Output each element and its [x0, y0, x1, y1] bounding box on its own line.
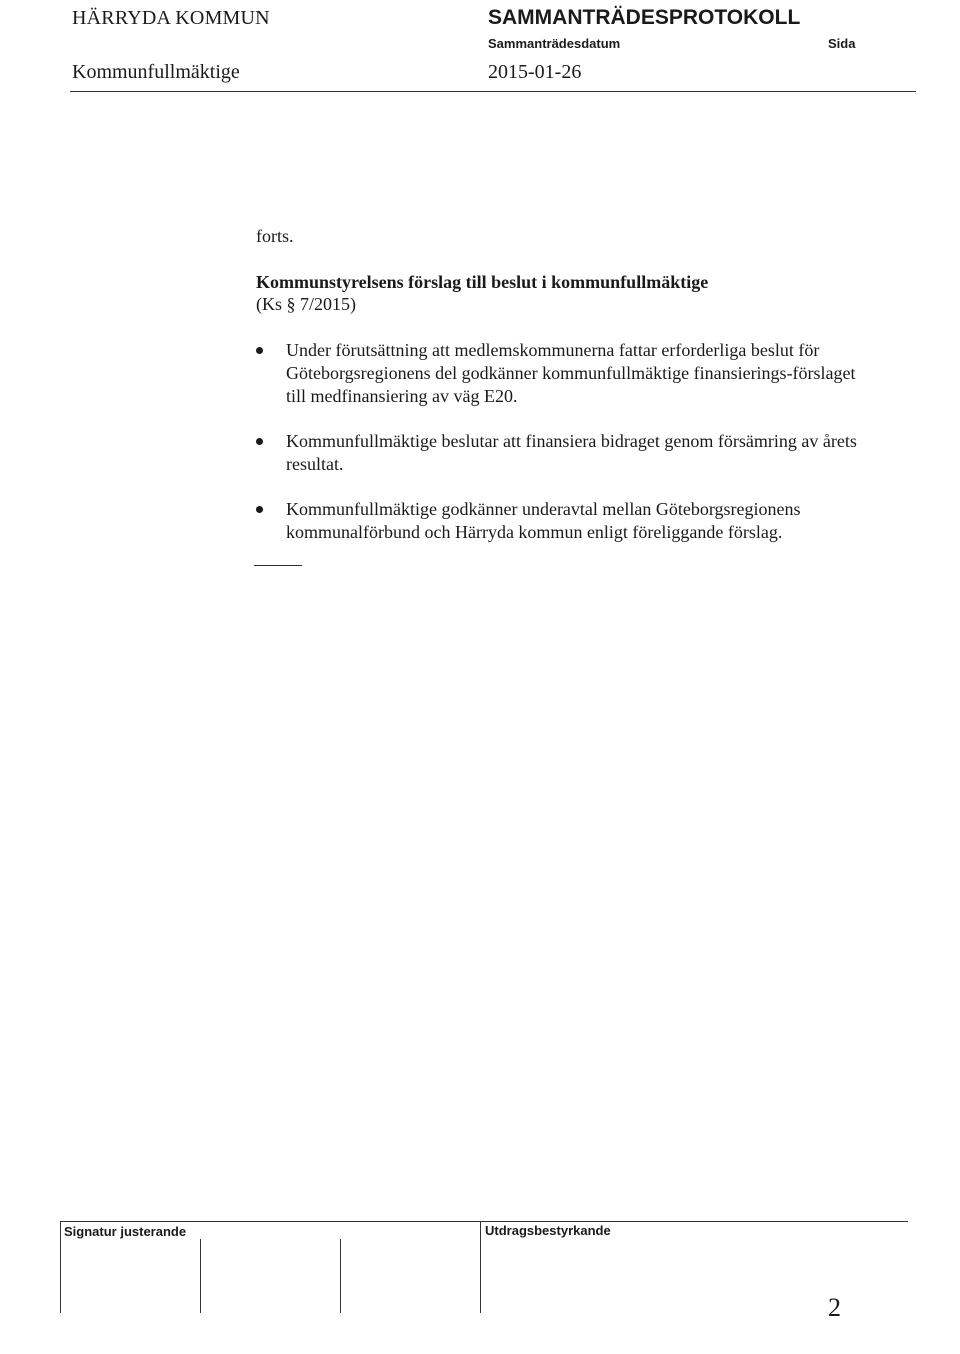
bullet-icon	[256, 438, 263, 445]
signature-label: Signatur justerande	[64, 1224, 187, 1239]
certification-label: Utdragsbestyrkande	[485, 1223, 611, 1238]
case-reference: (Ks § 7/2015)	[256, 294, 356, 314]
decision-item	[256, 339, 876, 408]
bullet-icon	[256, 347, 263, 354]
decision-item	[256, 498, 876, 544]
signature-box-top-line	[60, 1221, 908, 1222]
meeting-date: 2015-01-26	[488, 61, 582, 83]
decision-text: Under förutsättning att medlemskommunerna fattar erforderliga beslut för Göteborgsregionens del godkänner kommunfullmäktige finansierings-förslaget till medfinansiering av väg E20.	[286, 340, 856, 406]
decision-text: Kommunfullmäktige beslutar att finansiera bidraget genom försämring av årets resultat.	[286, 431, 857, 474]
signature-box-left-border	[60, 1221, 61, 1313]
section-end-rule	[254, 565, 302, 566]
signature-field-divider	[340, 1239, 341, 1313]
signature-field-divider	[200, 1239, 201, 1313]
document-type: SAMMANTRÄDESPROTOKOLL	[488, 6, 801, 29]
certification-box-border	[480, 1221, 481, 1313]
section-heading: Kommunstyrelsens förslag till beslut i kommunfullmäktige	[256, 272, 709, 292]
organization-name: HÄRRYDA KOMMUN	[72, 7, 270, 29]
bullet-icon	[256, 506, 263, 513]
meeting-date-label: Sammanträdesdatum	[488, 36, 621, 51]
decision-text: Kommunfullmäktige godkänner underavtal mellan Göteborgsregionens kommunalförbund och Härryda kommun enligt föreliggande förslag.	[286, 499, 801, 542]
page-number: 2	[828, 1293, 841, 1322]
committee-name: Kommunfullmäktige	[72, 61, 240, 83]
decision-list	[256, 339, 876, 566]
header-divider	[70, 91, 916, 92]
decision-item	[256, 430, 876, 476]
page-label: Sida	[828, 36, 856, 51]
continued-marker: forts.	[256, 226, 294, 246]
